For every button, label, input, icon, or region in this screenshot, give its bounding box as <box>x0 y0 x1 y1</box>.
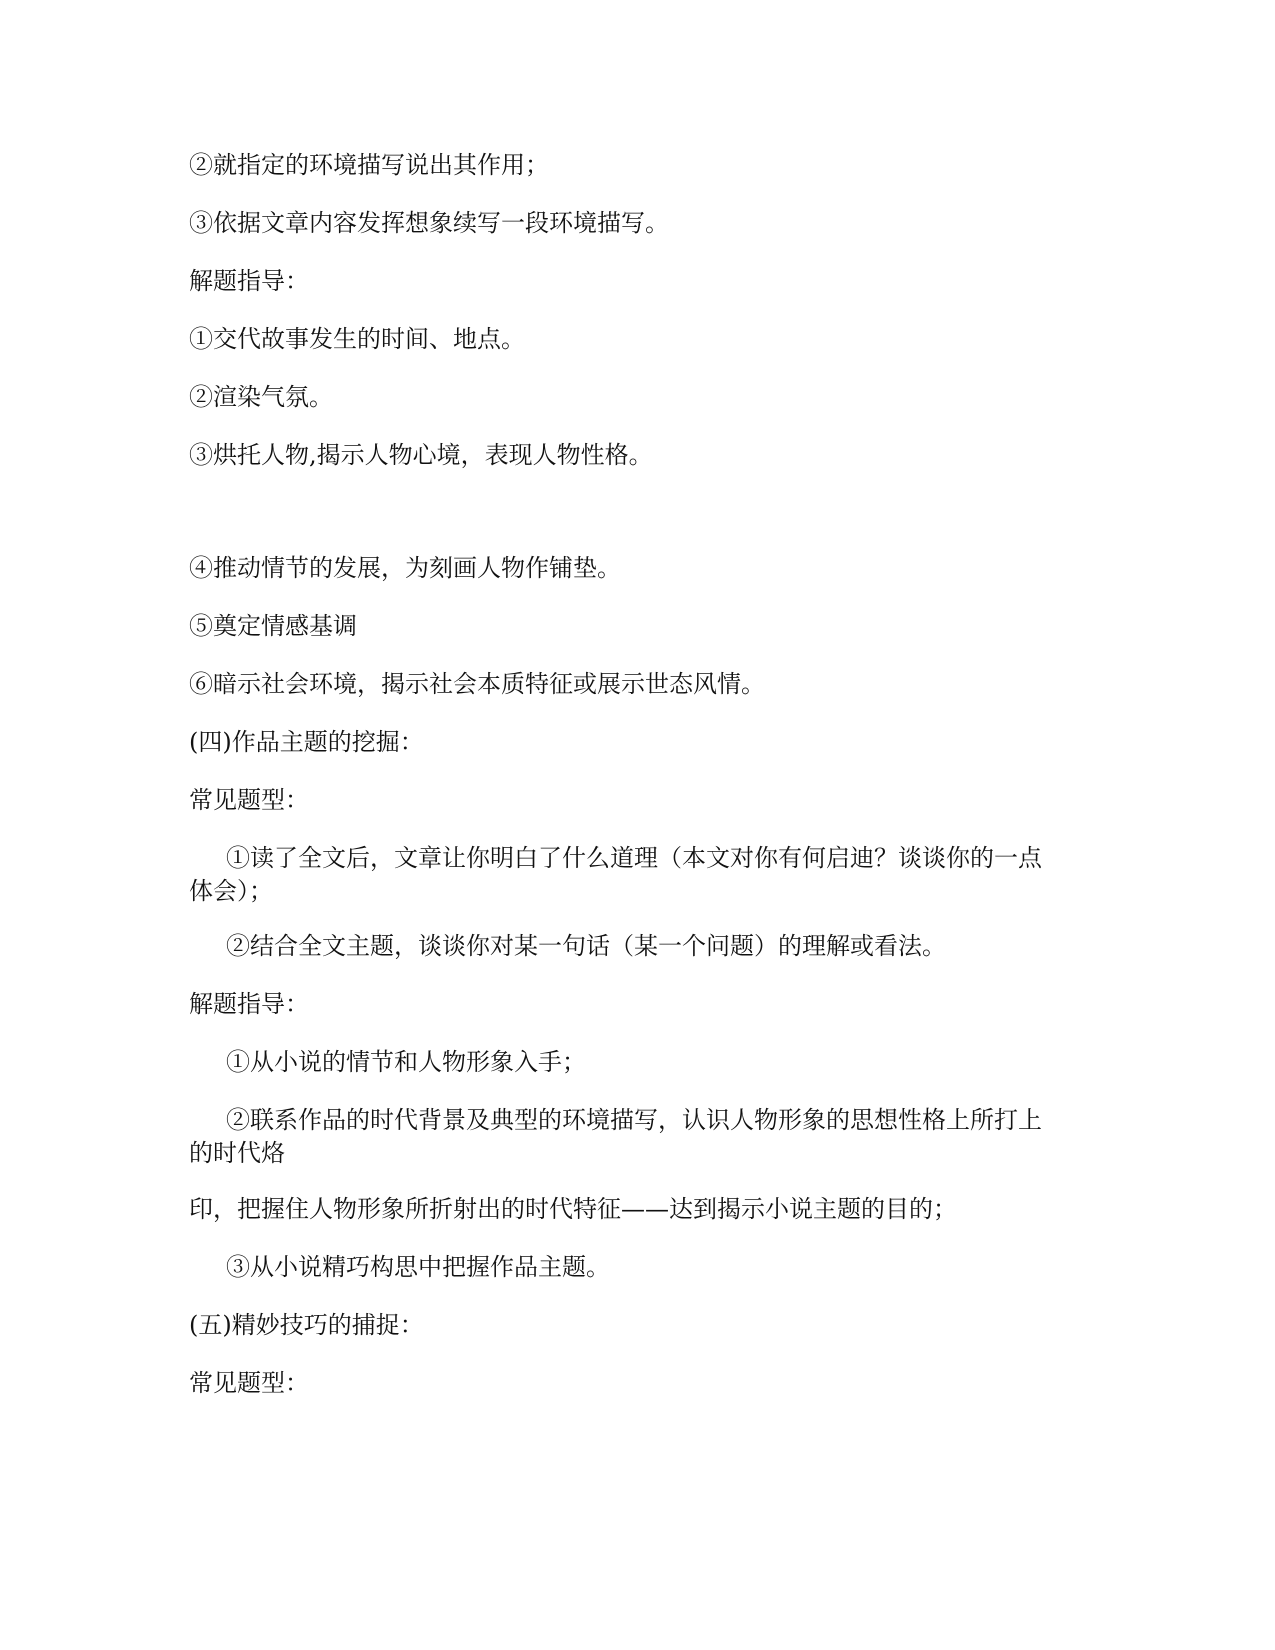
text-line: ⑤奠定情感基调 <box>189 612 357 640</box>
text-line: ①读了全文后，文章让你明白了什么道理（本文对你有何启迪？谈谈你的一点 <box>226 844 1042 872</box>
text-line: ④推动情节的发展，为刻画人物作铺垫。 <box>189 554 621 582</box>
text-line: 的时代烙 <box>189 1139 285 1167</box>
text-line: ②联系作品的时代背景及典型的环境描写，认识人物形象的思想性格上所打上 <box>226 1106 1042 1134</box>
text-line: 体会）； <box>189 877 273 905</box>
text-line: ①交代故事发生的时间、地点。 <box>189 325 525 353</box>
section-heading: (四)作品主题的挖掘： <box>189 728 424 756</box>
section-label: 解题指导： <box>189 990 309 1018</box>
section-label: 常见题型： <box>189 786 309 814</box>
section-heading: (五)精妙技巧的捕捉： <box>189 1311 424 1339</box>
text-line: ②结合全文主题，谈谈你对某一句话（某一个问题）的理解或看法。 <box>226 932 946 960</box>
text-line: ⑥暗示社会环境，揭示社会本质特征或展示世态风情。 <box>189 670 765 698</box>
text-line: ②就指定的环境描写说出其作用； <box>189 151 549 179</box>
text-line: ①从小说的情节和人物形象入手； <box>226 1048 586 1076</box>
section-label: 解题指导： <box>189 267 309 295</box>
text-line: ③烘托人物,揭示人物心境，表现人物性格。 <box>189 441 653 469</box>
section-label: 常见题型： <box>189 1369 309 1397</box>
text-line: ③依据文章内容发挥想象续写一段环境描写。 <box>189 209 669 237</box>
text-line: 印，把握住人物形象所折射出的时代特征——达到揭示小说主题的目的； <box>189 1195 957 1223</box>
text-line: ③从小说精巧构思中把握作品主题。 <box>226 1253 610 1281</box>
text-line: ②渲染气氛。 <box>189 383 333 411</box>
